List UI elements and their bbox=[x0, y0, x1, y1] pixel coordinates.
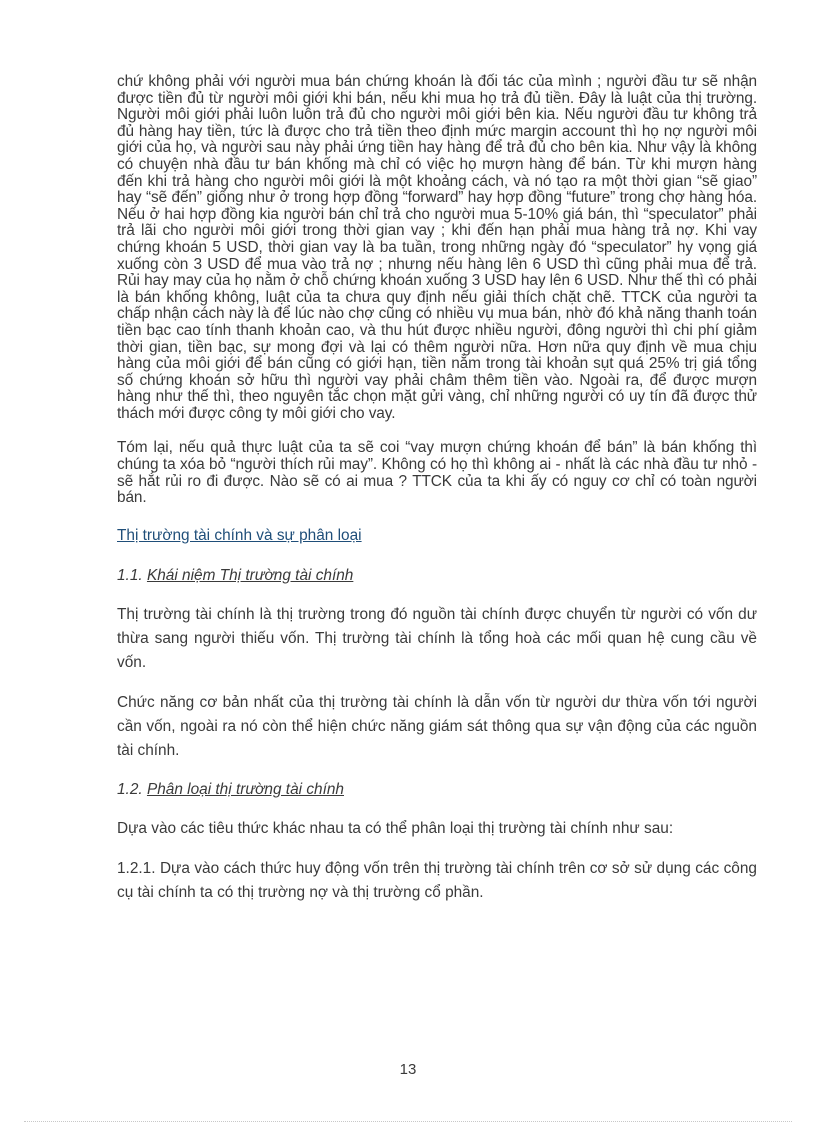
heading-text: Khái niệm Thị trường tài chính bbox=[146, 566, 354, 584]
body-paragraph: chứ không phải với người mua bán chứng khoán là đối tác của mình ; người đầu tư sẽ nhận được tiền đủ từ người môi giới khi bán, nếu khi mua họ trả đủ tiền. Đây là luật của thị trường. Người môi giới phải luôn luôn trả đủ cho người môi giới bên kia. Nếu người đầu tư không trả đủ hàng hay tiền, tức là được cho trả tiền theo định mức margin account thì họ nợ người môi giới của họ, và người sau này phải ứng tiền hay hàng để trả đủ cho bên kia. Như vậy là không có chuyện nhà đầu tư bán khống mà chỉ có việc họ mượn hàng để bán. Từ khi mượn hàng đến khi trả hàng cho người môi giới là một khoảng cách, và nó tạo ra một thời gian “sẽ giao” hay “sẽ đến” giống như ở trong hợp đồng “forward” hay hợp đồng “future” trong chợ hàng hóa. Nếu ở hai hợp đồng kia người bán chỉ trả cho người mua 5-10% giá bán, thì “speculator” phải trả lãi cho người môi giới trong thời gian vay ; khi đến hạn phải mua hàng trả nợ. Khi vay chứng khoán 5 USD, thời gian vay là ba tuần, trong những ngày đó “speculator” hy vọng giá xuống còn 3 USD để mua vào trả nợ ; nhưng nếu hàng lên 6 USD thì cũng phải mua để trả. Rủi hay may của họ nằm ở chỗ chứng khoán xuống 3 USD hay lên 6 USD. Như thế thì có phải là bán khống không, luật của ta chưa quy định nếu giải thích chặt chẽ. TTCK của người ta chấp nhận cách này là để lúc nào chợ cũng có nhiều vụ mua bán, nhờ đó khả năng thanh toán tiền bạc cao tính thanh khoản cao, và thu hút được nhiều người, đông người thì chi phí giảm thời gian, tiền bạc, sự mong đợi và lại có thêm người nữa. Hơn nữa quy định về mua chịu hàng của môi giới để bán cũng có giới hạn, tiền nằm trong tài khoản sụt quá 25% trị giá tổng số chứng khoán sở hữu thì người vay phải châm thêm tiền vào. Ngoài ra, để được mượn hàng như thế thì, theo nguyên tắc chọn mặt gửi vàng, chỉ những người có uy tín đã được thử thách mới được công ty môi giới cho vay. bbox=[117, 73, 757, 422]
body-paragraph: Chức năng cơ bản nhất của thị trường tài chính là dẫn vốn từ người dư thừa vốn tới người cần vốn, ngoài ra nó còn thể hiện chức năng giám sát thông qua sự vận động của các nguồn tài chính. bbox=[117, 693, 757, 759]
document-page bbox=[117, 74, 757, 905]
heading-number: 1.2. bbox=[117, 780, 147, 798]
heading-number: 1.1. bbox=[117, 566, 147, 584]
body-paragraph: Dựa vào các tiêu thức khác nhau ta có thể phân loại thị trường tài chính như sau: bbox=[117, 819, 674, 837]
body-paragraph: 1.2.1. Dựa vào cách thức huy động vốn trên thị trường tài chính trên cơ sở sử dụng các công cụ tài chính ta có thị trường nợ và thị trường cổ phần. bbox=[117, 859, 757, 901]
subsection-heading-1-2 bbox=[117, 781, 757, 799]
section-heading-link[interactable]: Thị trường tài chính và sự phân loại bbox=[117, 526, 362, 544]
body-paragraph: Tóm lại, nếu quả thực luật của ta sẽ coi “vay mượn chứng khoán để bán” là bán khống thì chúng ta xóa bỏ “người thích rủi may”. Không có họ thì không ai - nhất là các nhà đầu tư nhỏ - sẽ hắt rủi ro đi được. Nào sẽ có ai mua ? TTCK của ta khi ấy có nguy cơ chỉ có toàn người bán. bbox=[117, 439, 757, 507]
subsection-heading-1-1 bbox=[117, 567, 757, 585]
body-paragraph: Thị trường tài chính là thị trường trong đó nguồn tài chính được chuyển từ người có vốn dư thừa sang người thiếu vốn. Thị trường tài chính là tổng hoà các mối quan hệ cung cầu về vốn. bbox=[117, 605, 757, 671]
heading-text: Phân loại thị trường tài chính bbox=[146, 780, 344, 798]
page-number: 13 bbox=[399, 1061, 417, 1078]
page-divider bbox=[24, 1121, 792, 1122]
